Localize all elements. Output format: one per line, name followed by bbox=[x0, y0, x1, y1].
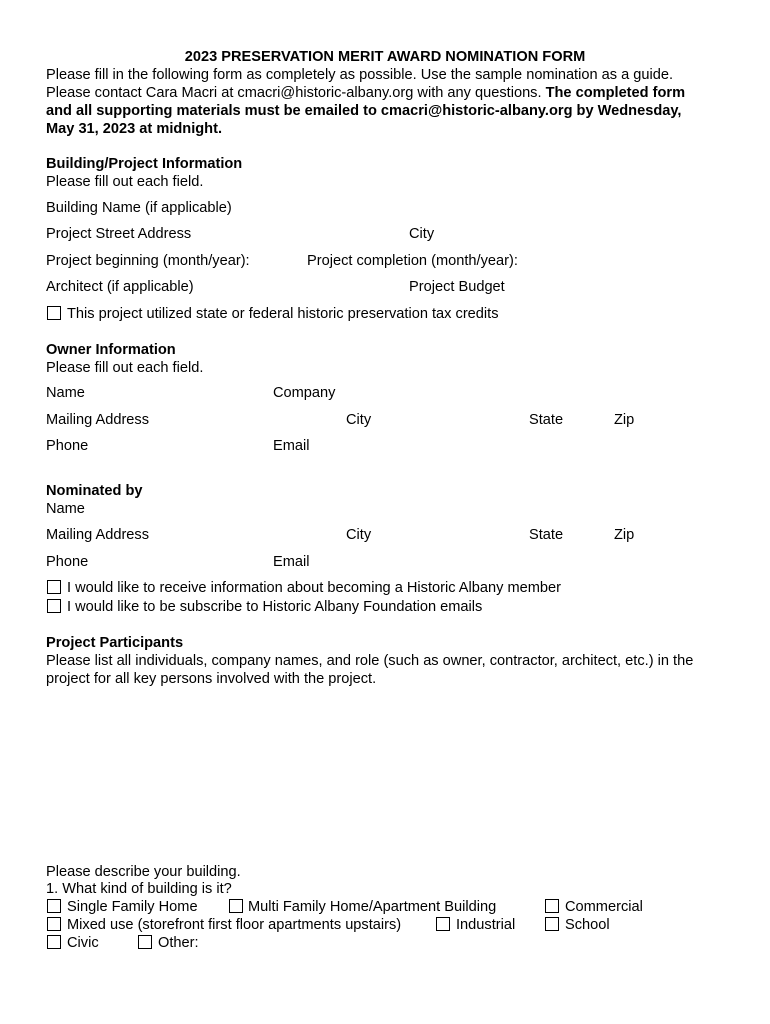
nominator-section-heading: Nominated by bbox=[46, 483, 143, 499]
tax-credit-label: This project utilized state or federal historic preservation tax credits bbox=[67, 306, 499, 322]
other-checkbox[interactable] bbox=[138, 935, 152, 949]
owner-company-field[interactable]: Company bbox=[273, 385, 336, 401]
industrial-checkbox[interactable] bbox=[436, 917, 450, 931]
nominator-mailing-address-field[interactable]: Mailing Address bbox=[46, 527, 150, 543]
civic-label: Civic bbox=[67, 935, 99, 951]
member-info-label: I would like to receive information about becoming a Historic Albany member bbox=[67, 580, 561, 596]
owner-mailing-address-field[interactable]: Mailing Address bbox=[46, 412, 150, 428]
intro-line-1: Please fill in the following form as completely as possible. Use the sample nomination as a guide. bbox=[46, 67, 674, 83]
intro-contact-text: Please contact Cara Macri at cmacri@historic-albany.org with any questions. bbox=[46, 85, 546, 101]
nominator-city-field[interactable]: City bbox=[346, 527, 372, 543]
mixed-use-label: Mixed use (storefront first floor apartments upstairs) bbox=[67, 917, 402, 933]
industrial-label: Industrial bbox=[456, 917, 516, 933]
building-kind-question: 1. What kind of building is it? bbox=[46, 881, 232, 897]
participants-instructions-line-1: Please list all individuals, company names, and role (such as owner, contractor, architect, etc.) in the bbox=[46, 653, 694, 669]
intro-deadline-start: The completed form bbox=[545, 85, 686, 101]
participants-instructions-line-2: project for all key persons involved with the project. bbox=[46, 671, 377, 687]
multi-family-checkbox[interactable] bbox=[229, 899, 243, 913]
nominator-state-field[interactable]: State bbox=[529, 527, 564, 543]
other-label: Other: bbox=[158, 935, 199, 951]
nominator-email-field[interactable]: Email bbox=[273, 554, 310, 570]
owner-section-heading: Owner Information bbox=[46, 342, 176, 358]
member-info-checkbox[interactable] bbox=[47, 580, 61, 594]
nominator-name-field[interactable]: Name bbox=[46, 501, 85, 517]
project-street-address-field[interactable]: Project Street Address bbox=[46, 226, 192, 242]
single-family-label: Single Family Home bbox=[67, 899, 198, 915]
commercial-checkbox[interactable] bbox=[545, 899, 559, 913]
architect-field[interactable]: Architect (if applicable) bbox=[46, 279, 194, 295]
multi-family-label: Multi Family Home/Apartment Building bbox=[248, 899, 497, 915]
project-completion-field[interactable]: Project completion (month/year): bbox=[307, 253, 518, 269]
owner-phone-field[interactable]: Phone bbox=[46, 438, 89, 454]
project-beginning-field[interactable]: Project beginning (month/year): bbox=[46, 253, 250, 269]
describe-building-prompt: Please describe your building. bbox=[46, 864, 241, 880]
civic-checkbox[interactable] bbox=[47, 935, 61, 949]
form-title: 2023 PRESERVATION MERIT AWARD NOMINATION FORM bbox=[184, 49, 586, 65]
building-section-subheading: Please fill out each field. bbox=[46, 174, 204, 190]
nominator-phone-field[interactable]: Phone bbox=[46, 554, 89, 570]
tax-credit-checkbox[interactable] bbox=[47, 306, 61, 320]
participants-section-heading: Project Participants bbox=[46, 635, 184, 651]
school-label: School bbox=[565, 917, 610, 933]
intro-deadline-date: May 31, 2023 at midnight. bbox=[46, 121, 222, 137]
single-family-checkbox[interactable] bbox=[47, 899, 61, 913]
owner-city-field[interactable]: City bbox=[346, 412, 372, 428]
subscribe-emails-checkbox[interactable] bbox=[47, 599, 61, 613]
owner-name-field[interactable]: Name bbox=[46, 385, 85, 401]
subscribe-emails-label: I would like to be subscribe to Historic Albany Foundation emails bbox=[67, 599, 483, 615]
commercial-label: Commercial bbox=[565, 899, 643, 915]
owner-email-field[interactable]: Email bbox=[273, 438, 310, 454]
school-checkbox[interactable] bbox=[545, 917, 559, 931]
participants-entry-area[interactable] bbox=[46, 694, 726, 854]
building-section-heading: Building/Project Information bbox=[46, 156, 243, 172]
intro-line-2 bbox=[46, 84, 685, 102]
building-name-field[interactable]: Building Name (if applicable) bbox=[46, 200, 232, 216]
owner-zip-field[interactable]: Zip bbox=[614, 412, 635, 428]
owner-state-field[interactable]: State bbox=[529, 412, 564, 428]
intro-deadline-line: and all supporting materials must be emailed to cmacri@historic-albany.org by Wednesday, bbox=[46, 103, 682, 119]
mixed-use-checkbox[interactable] bbox=[47, 917, 61, 931]
owner-section-subheading: Please fill out each field. bbox=[46, 360, 204, 376]
project-city-field[interactable]: City bbox=[409, 226, 435, 242]
project-budget-field[interactable]: Project Budget bbox=[409, 279, 505, 295]
nominator-zip-field[interactable]: Zip bbox=[614, 527, 635, 543]
